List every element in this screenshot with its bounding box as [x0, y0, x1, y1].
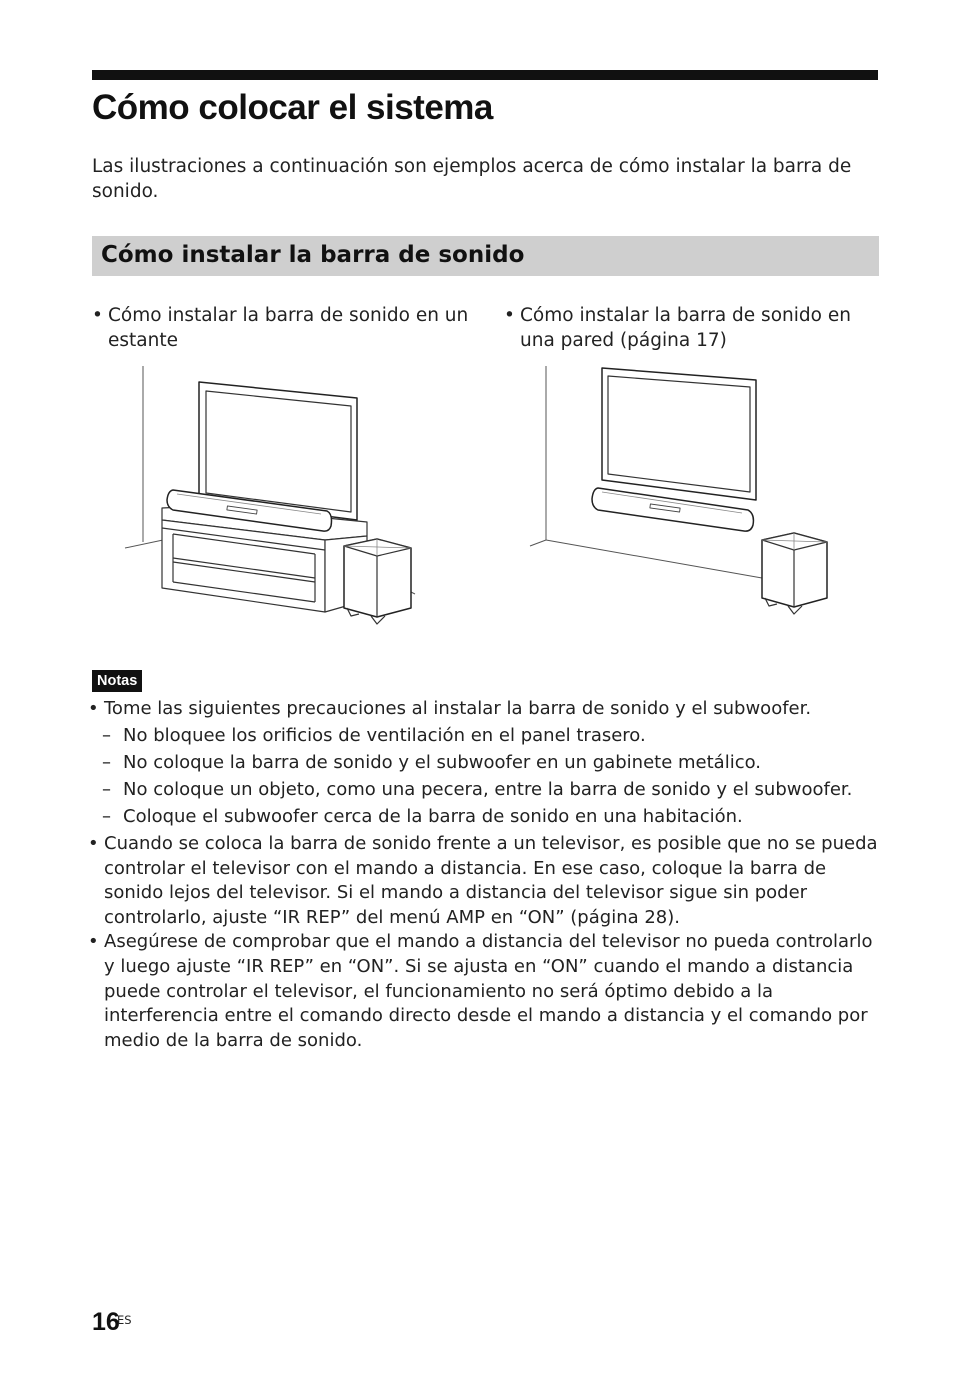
caption-shelf [92, 303, 472, 353]
page-title: Cómo colocar el sistema [92, 88, 493, 127]
note-item [88, 930, 882, 1053]
notes-badge: Notas [92, 670, 142, 692]
dash-mark: – [102, 725, 111, 747]
dash-mark: – [102, 779, 111, 801]
notes-list [88, 697, 882, 1053]
note-subitem-text: No coloque un objeto, como una pecera, entre la barra de sonido y el subwoofer. [123, 779, 853, 801]
note-item [88, 697, 882, 722]
note-subitem [88, 778, 882, 803]
note-subitem [88, 724, 882, 749]
bullet-mark: • [88, 931, 99, 953]
caption-wall [504, 303, 884, 353]
bullet-mark: • [88, 698, 99, 719]
note-subitem [88, 805, 882, 830]
bullet-mark: • [92, 305, 103, 326]
intro-paragraph: Las ilustraciones a continuación son ejemplos acerca de cómo instalar la barra de sonido. [92, 156, 852, 202]
top-rule [92, 70, 878, 80]
page-number: 16 [92, 1308, 120, 1336]
note-subitem-text: Coloque el subwoofer cerca de la barra de sonido en una habitación. [123, 806, 743, 828]
note-text: Asegúrese de comprobar que el mando a distancia del televisor no pueda controlarlo y luego ajuste “IR REP” en “ON”. Si se ajusta en “ON” cuando el mando a distancia puede controlar el televisor, el funcionamiento no será óptimo debido a la interferencia entre el comando directo desde el mando a distancia y el comando por medio de la barra de sonido. [104, 931, 873, 1051]
note-item [88, 832, 882, 930]
caption-wall-text: Cómo instalar la barra de sonido en una pared (página 17) [520, 305, 851, 351]
note-text: Tome las siguientes precauciones al instalar la barra de sonido y el subwoofer. [104, 698, 812, 719]
bullet-mark: • [504, 305, 515, 326]
section-title: Cómo instalar la barra de sonido [101, 242, 525, 268]
wall-installation-illustration [522, 360, 837, 620]
dash-mark: – [102, 806, 111, 828]
note-subitems [88, 724, 882, 830]
bullet-mark: • [88, 832, 99, 854]
note-subitem [88, 751, 882, 776]
section-header [92, 236, 879, 276]
note-text: Cuando se coloca la barra de sonido frente a un televisor, es posible que no se pueda controlar el televisor con el mando a distancia. En ese caso, coloque la barra de sonido lejos del televisor. Si el mando a distancia del televisor sigue sin poder controlarlo, ajuste “IR REP” del menú AMP en “ON” (página 28). [104, 832, 878, 928]
dash-mark: – [102, 752, 111, 774]
note-subitem-text: No coloque la barra de sonido y el subwoofer en un gabinete metálico. [123, 752, 762, 774]
page-language-code: ES [117, 1313, 132, 1327]
caption-shelf-text: Cómo instalar la barra de sonido en un estante [108, 305, 469, 351]
note-subitem-text: No bloquee los orificios de ventilación en el panel trasero. [123, 725, 646, 747]
shelf-installation-illustration [115, 360, 420, 635]
